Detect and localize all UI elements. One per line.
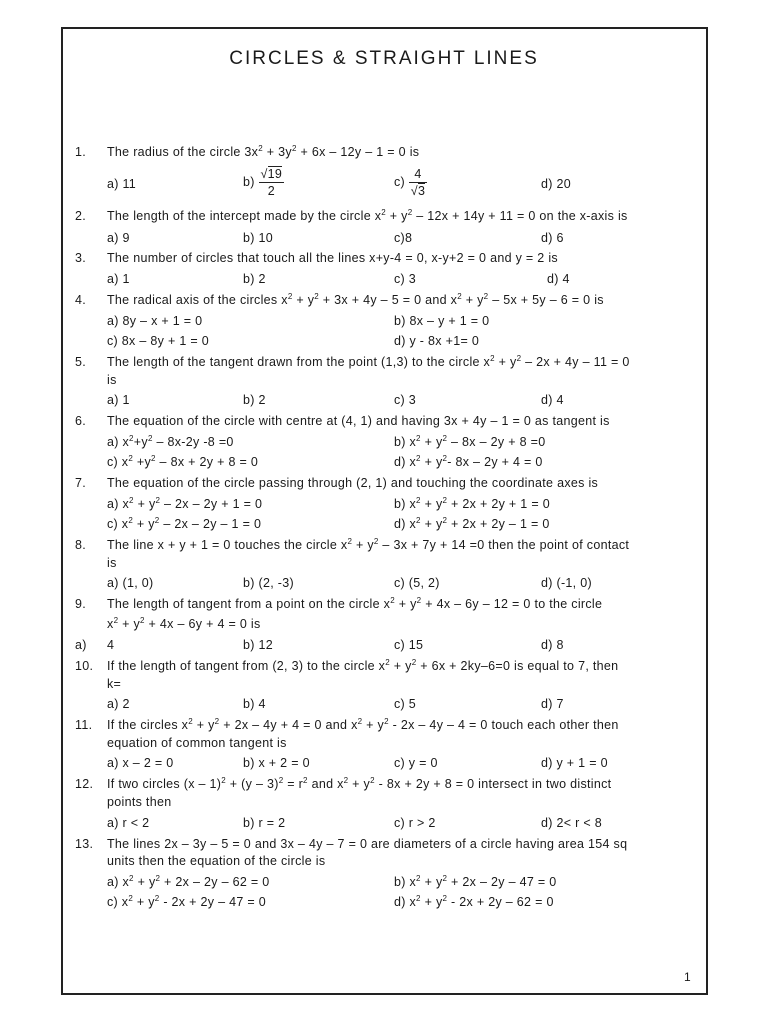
option-d: d) $x^2 + y^2 - 2x + 2y - 62 = 0$ [394,894,554,909]
option-d: d) 7 [541,697,564,711]
option-d: d) y - 8x +1= 0 [394,334,480,348]
option-d: d) 6 [541,231,564,245]
option-c: c) r > 2 [394,816,436,830]
option-a: 4 [107,638,115,652]
option-b: b) x + 2 = 0 [243,756,310,770]
page-title: CIRCLES & STRAIGHT LINES [229,48,539,69]
option-c: c) 15 [394,638,424,652]
page-number: 1 [684,970,691,984]
option-d: d) $x^2 + y^2 + 2x + 2y - 1 = 0$ [394,516,550,531]
option-c: c) 8x – 8y + 1 = 0 [107,334,209,348]
option-c: c) y = 0 [394,756,438,770]
option-c: c) 3 [394,393,417,407]
option-b: b) r = 2 [243,816,286,830]
option-a: a) x – 2 = 0 [107,756,174,770]
option-d: d) 4 [541,393,564,407]
option-d: d) y + 1 = 0 [541,756,608,770]
option-c: c) (5, 2) [394,576,440,590]
option-d: d) $x^2 + y^2-$ 8x – 2y + 4 = 0 [394,454,543,469]
option-b: b) 10 [243,231,273,245]
option-b: b) 4 [243,697,266,711]
option-b: b) $\frac{√19}{2}$ [243,167,283,198]
option-b: b) 12 [243,638,273,652]
option-a: a) $x^2+y^2 - 8x-2y$ -8 =0 [107,434,234,449]
option-b: b) $x^2 + y^2 + 2x - 2y - 47 = 0$ [394,874,557,889]
option-b: b) 2 [243,393,266,407]
option-c: c) 3 [394,272,417,286]
option-a: a) 11 [107,177,137,191]
option-a: a) (1, 0) [107,576,154,590]
option-c: c) $x^2 + y^2 - 2x + 2y - 47 = 0$ [107,894,267,909]
option-c: c)8 [394,231,413,245]
option-a: a) $x^2 + y^2 + 2x - 2y - 62 = 0$ [107,874,270,889]
option-a: a) 2 [107,697,130,711]
option-b: b) (2, -3) [243,576,294,590]
option-a-prefix: a) [75,638,87,652]
option-a: a) 1 [107,393,130,407]
question-number: 1. [75,145,87,159]
option-a: a) 1 [107,272,130,286]
option-a: a) 9 [107,231,130,245]
option-c: c) $\frac{4}{√3}$ [394,167,426,198]
question-text: The radius of the circle $3x^2 + 3y^2 + 6x - 12y - 1 = 0$ is [107,144,420,159]
option-b: b) $x^2 + y^2 + 2x + 2y + 1 = 0$ [394,496,550,511]
option-c: c) $x^2 + y^2 - 2x - 2y - 1 = 0$ [107,516,262,531]
option-d: d) 8 [541,638,564,652]
option-c: c) $x^2 +y^2 - 8x + 2y + 8 = 0$ [107,454,259,469]
option-a: a) r < 2 [107,816,150,830]
option-b: b) $x^2 + y^2 - 8x - 2y + 8 =0$ [394,434,546,449]
option-b: b) 2 [243,272,266,286]
option-d: d) (-1, 0) [541,576,592,590]
option-d: d) 2< r < 8 [541,816,602,830]
option-c: c) 5 [394,697,417,711]
option-a: a) $x^2 + y^2 - 2x - 2y + 1 = 0$ [107,496,263,511]
option-a: a) 8y – x + 1 = 0 [107,314,203,328]
option-b: b) 8x – y + 1 = 0 [394,314,490,328]
option-d: d) 4 [547,272,570,286]
option-d: d) 20 [541,177,571,191]
